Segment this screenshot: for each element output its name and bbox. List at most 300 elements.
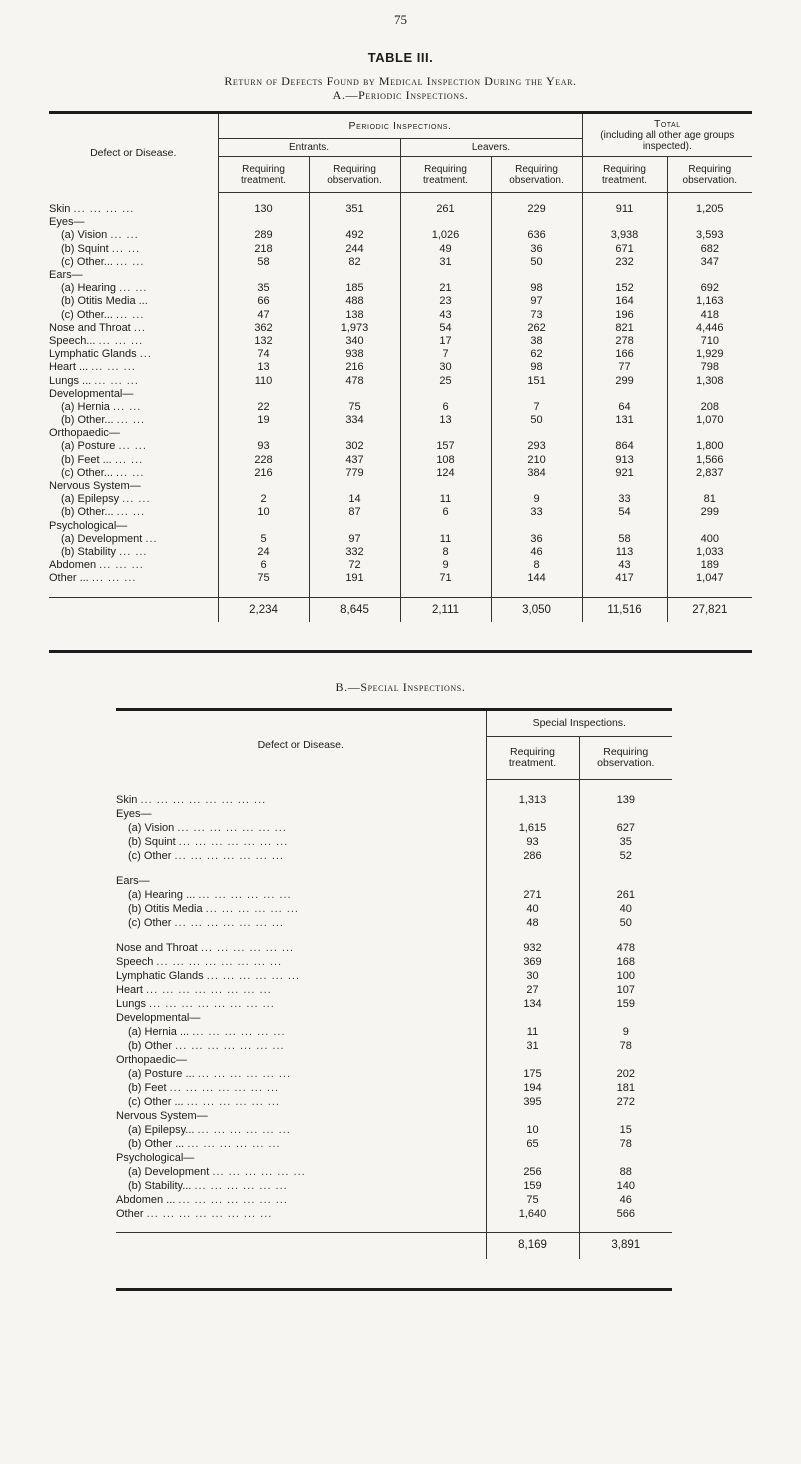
table-row [116,1208,672,1222]
row-label-text: Lungs [116,998,146,1011]
value-cell: 43 [582,559,667,572]
value-cell: 131 [582,414,667,427]
row-label [49,467,218,480]
leader-dots: ... ... ... ... ... ... ... [178,1194,288,1207]
row-label-text: Ears— [49,269,83,282]
special-inspections-table [116,711,672,1259]
value-cell: 110 [218,374,309,387]
value-cell [582,216,667,229]
row-label [49,216,218,229]
value-cell: 35 [579,836,672,850]
leader-dots: ... ... ... ... ... ... [197,1124,291,1137]
value-cell: 384 [491,467,582,480]
table-row [49,335,752,348]
value-cell: 1,313 [486,780,579,809]
leader-dots: ... ... [119,545,148,558]
value-cell: 710 [667,335,752,348]
value-cell: 181 [579,1082,672,1096]
value-cell: 1,308 [667,374,752,387]
value-cell: 256 [486,1166,579,1180]
leader-dots: ... ... [116,414,146,427]
table-row [49,401,752,414]
table-row [116,1012,672,1026]
leader-dots: ... ... ... ... ... ... ... ... [145,984,272,997]
row-label [116,1054,486,1068]
row-label-text: Lymphatic Glands [116,970,204,983]
value-cell: 81 [667,493,752,506]
row-label [49,348,218,361]
value-cell: 88 [579,1166,672,1180]
value-cell: 138 [309,309,400,322]
req-treatment-header: Requiring treatment. [400,157,491,193]
value-cell: 140 [579,1180,672,1194]
row-label-text: Other [116,1208,144,1221]
leader-dots: ... ... ... ... ... ... ... ... [146,1208,273,1221]
value-cell: 216 [218,467,309,480]
spacer-row [116,1222,672,1233]
value-cell: 113 [582,546,667,559]
table-row [116,942,672,956]
value-cell [491,427,582,440]
row-label [116,1026,486,1040]
value-cell: 261 [400,193,491,217]
value-cell: 492 [309,229,400,242]
value-cell: 124 [400,467,491,480]
table-row [49,269,752,282]
value-cell: 369 [486,956,579,970]
value-cell [400,427,491,440]
total-header-label: Total [653,117,681,130]
value-cell: 334 [309,414,400,427]
req-observation-header: Requiring observation. [579,737,672,780]
value-cell [309,427,400,440]
value-cell: 2 [218,493,309,506]
value-cell: 75 [486,1194,579,1208]
leader-dots: ... ... ... ... ... ... [197,1068,291,1081]
value-cell: 43 [400,309,491,322]
table-row [116,970,672,984]
row-label [116,1152,486,1166]
leader-dots: ... ... ... [91,361,136,374]
row-label-text: Abdomen ... [116,1194,176,1207]
value-cell: 478 [309,374,400,387]
value-cell: 682 [667,243,752,256]
table-row [49,506,752,519]
spacer-cell [116,1222,486,1233]
row-label-text: Nervous System— [49,480,141,493]
row-label [49,322,218,335]
row-label [49,361,218,374]
row-label-text: (a) Posture [61,440,116,453]
value-cell: 50 [491,256,582,269]
value-cell: 340 [309,335,400,348]
table-row [49,374,752,387]
value-cell: 272 [579,1096,672,1110]
row-label [116,822,486,836]
value-cell [582,269,667,282]
row-label [49,295,218,308]
value-cell: 33 [491,506,582,519]
row-label-text: Eyes— [49,216,85,229]
row-label [49,256,218,269]
value-cell: 164 [582,295,667,308]
row-label-text: (a) Posture ... [128,1068,195,1081]
value-cell: 278 [582,335,667,348]
value-cell: 208 [667,401,752,414]
value-cell: 1,026 [400,229,491,242]
row-label [116,836,486,850]
value-cell: 210 [491,454,582,467]
value-cell: 244 [309,243,400,256]
value-cell [218,480,309,493]
row-label-text: Lungs ... [49,374,92,387]
row-label [116,917,486,931]
table-row [49,295,752,308]
value-cell [491,520,582,533]
leader-dots: ... ... ... ... ... ... [186,1096,280,1109]
row-label-text: Speech [116,956,154,969]
row-label-text: (c) Other... [61,308,113,321]
row-label [49,193,218,217]
value-cell: 228 [218,454,309,467]
row-label-text: (c) Other [128,850,172,863]
value-cell: 52 [579,850,672,864]
leader-dots: ... ... ... ... ... ... ... ... [140,794,267,806]
row-label-text: (c) Other ... [128,1096,184,1109]
value-cell: 33 [582,493,667,506]
value-cell: 166 [582,348,667,361]
req-treatment-header: Requiring treatment. [218,157,309,193]
value-cell: 54 [582,506,667,519]
value-cell: 1,163 [667,295,752,308]
table-row [116,1180,672,1194]
table-row [49,520,752,533]
value-cell: 1,205 [667,193,752,217]
table-row [116,1166,672,1180]
row-label [49,572,218,585]
value-cell: 9 [491,493,582,506]
value-cell: 36 [491,243,582,256]
table-row [116,836,672,850]
value-cell: 299 [582,374,667,387]
value-cell: 218 [218,243,309,256]
defect-column-header: Defect or Disease. [90,146,177,159]
value-cell [486,808,579,822]
total-cell: 11,516 [582,598,667,623]
table-row [116,1124,672,1138]
leader-dots: ... ... ... ... ... ... ... [169,1082,280,1095]
table-row [116,1194,672,1208]
value-cell: 72 [309,559,400,572]
row-label-text: Eyes— [116,808,152,821]
value-cell [309,388,400,401]
row-label [49,282,218,295]
row-label [49,414,218,427]
value-cell: 58 [218,256,309,269]
req-treatment-header: Requiring treatment. [486,737,579,780]
leader-dots: ... ... ... ... ... ... ... [178,836,289,849]
value-cell: 157 [400,440,491,453]
table-row [116,1068,672,1082]
value-cell: 54 [400,322,491,335]
value-cell: 191 [309,572,400,585]
value-cell: 50 [491,414,582,427]
row-label-text: Orthopaedic— [49,427,120,440]
gap-row [116,864,672,875]
value-cell: 10 [486,1124,579,1138]
row-label-text: (a) Hearing [61,282,117,295]
table-row [49,348,752,361]
row-label [49,335,218,348]
value-cell: 65 [486,1138,579,1152]
row-label [116,1208,486,1222]
value-cell [667,480,752,493]
value-cell: 1,615 [486,822,579,836]
table-row [116,1082,672,1096]
row-label-text: Nose and Throat [49,321,131,334]
row-label-text: Skin [49,202,71,215]
table-row [49,480,752,493]
value-cell: 864 [582,440,667,453]
value-cell: 921 [582,467,667,480]
table-row [116,1040,672,1054]
leader-dots: ... ... ... ... ... ... [205,903,299,916]
leader-dots: ... ... [116,308,145,321]
row-label [116,1138,486,1152]
value-cell [491,269,582,282]
row-label [116,942,486,956]
row-label [116,903,486,917]
value-cell [486,1110,579,1124]
value-cell: 93 [218,440,309,453]
table-row [116,917,672,931]
value-cell [579,1012,672,1026]
gap-cell [579,864,672,875]
table-row [49,229,752,242]
value-cell: 4,446 [667,322,752,335]
gap-cell [486,864,579,875]
table-row [116,1110,672,1124]
value-cell [491,216,582,229]
value-cell: 351 [309,193,400,217]
row-label [49,269,218,282]
value-cell: 40 [486,903,579,917]
row-label [116,1110,486,1124]
value-cell: 14 [309,493,400,506]
entrants-header: Entrants. [218,139,400,157]
row-label [116,1012,486,1026]
table-row [49,322,752,335]
value-cell: 98 [491,282,582,295]
leader-dots: ... ... [118,440,147,453]
value-cell: 913 [582,454,667,467]
row-label-text: (b) Other... [61,506,114,519]
value-cell: 1,033 [667,546,752,559]
value-cell: 75 [309,401,400,414]
table-row [116,903,672,917]
value-cell [582,480,667,493]
row-label [116,1040,486,1054]
table-row [49,427,752,440]
table-row [49,193,752,217]
value-cell: 938 [309,348,400,361]
leader-dots: ... ... [110,229,139,242]
value-cell: 21 [400,282,491,295]
value-cell [582,427,667,440]
value-cell [667,427,752,440]
value-cell: 302 [309,440,400,453]
value-cell: 19 [218,414,309,427]
leader-dots: ... ... [112,400,142,413]
table-row [49,467,752,480]
leader-dots: ... ... ... ... ... ... ... ... [149,998,275,1011]
row-label [49,454,218,467]
row-label-text: Abdomen [49,559,97,572]
row-label [116,1124,486,1138]
value-cell: 293 [491,440,582,453]
row-label-text: (b) Feet [128,1082,167,1095]
value-cell: 7 [400,348,491,361]
row-label-text: Developmental— [116,1012,201,1025]
leader-dots: ... ... ... ... ... ... [187,1138,281,1151]
row-label-text: Speech... [49,334,96,347]
value-cell: 289 [218,229,309,242]
table-row [116,850,672,864]
value-cell: 271 [486,889,579,903]
value-cell: 202 [579,1068,672,1082]
value-cell: 692 [667,282,752,295]
row-label-text: (b) Otitis Media [128,903,203,916]
value-cell: 216 [309,361,400,374]
total-cell: 2,234 [218,598,309,623]
table-row [116,875,672,889]
value-cell: 395 [486,1096,579,1110]
row-label-text: Psychological— [49,519,128,532]
value-cell: 1,047 [667,572,752,585]
totals-label-cell [49,598,218,623]
table-row [49,572,752,585]
leader-dots: ... ... ... [91,572,137,585]
value-cell [400,388,491,401]
value-cell [582,520,667,533]
table-row [49,282,752,295]
value-cell: 50 [579,917,672,931]
value-cell: 48 [486,917,579,931]
leader-dots: ... ... [119,282,148,295]
value-cell: 196 [582,309,667,322]
table-row [49,533,752,546]
spacer-cell [486,1222,579,1233]
section-a-title: A.—Periodic Inspections. [332,88,469,102]
value-cell: 132 [218,335,309,348]
value-cell [486,1152,579,1166]
value-cell: 6 [218,559,309,572]
value-cell [486,1012,579,1026]
row-label-text: (a) Hearing ... [128,889,196,902]
value-cell: 11 [400,533,491,546]
row-label-text: (b) Other... [61,414,114,427]
table-row [49,309,752,322]
spacer-cell [491,585,582,598]
value-cell: 87 [309,506,400,519]
leader-dots: ... ... ... [98,334,144,347]
value-cell: 932 [486,942,579,956]
value-cell [579,808,672,822]
total-cell: 3,050 [491,598,582,623]
row-label [116,780,486,809]
row-label [49,309,218,322]
value-cell [400,520,491,533]
value-cell: 49 [400,243,491,256]
table-row [116,1054,672,1068]
req-observation-header: Requiring observation. [491,157,582,193]
periodic-inspections-header: Periodic Inspections. [218,114,582,139]
row-label [49,374,218,387]
value-cell [667,216,752,229]
value-cell [579,1152,672,1166]
leader-dots: ... ... [116,255,145,268]
value-cell: 8 [491,559,582,572]
value-cell: 418 [667,309,752,322]
row-label-text: (a) Hernia [61,400,110,413]
row-label [49,559,218,572]
value-cell: 7 [491,401,582,414]
row-label [116,984,486,998]
value-cell: 139 [579,780,672,809]
row-label-text: (b) Other ... [128,1138,185,1151]
value-cell: 1,566 [667,454,752,467]
totals-row [49,598,752,623]
row-label [116,808,486,822]
table-row [49,256,752,269]
value-cell: 36 [491,533,582,546]
table-row [49,559,752,572]
row-label [116,1194,486,1208]
value-cell: 64 [582,401,667,414]
leader-dots: ... ... [111,242,141,255]
value-cell [491,480,582,493]
value-cell: 98 [491,361,582,374]
leader-dots: ... ... [116,466,145,479]
value-cell: 31 [400,256,491,269]
row-label-text: (c) Other [128,917,172,930]
spacer-cell [49,585,218,598]
value-cell [579,1110,672,1124]
value-cell: 11 [400,493,491,506]
value-cell: 229 [491,193,582,217]
value-cell: 9 [579,1026,672,1040]
row-label-text: Nervous System— [116,1110,208,1123]
total-cell: 2,111 [400,598,491,623]
row-label [49,243,218,256]
total-cell: 8,645 [309,598,400,623]
leader-dots: ... ... ... ... ... ... ... [174,917,284,930]
value-cell [491,388,582,401]
value-cell: 779 [309,467,400,480]
row-label [116,970,486,984]
value-cell: 58 [582,533,667,546]
leader-dots: ... ... ... ... [73,202,135,215]
row-label [49,480,218,493]
value-cell: 25 [400,374,491,387]
value-cell [486,1054,579,1068]
table-row [116,1152,672,1166]
value-cell: 1,973 [309,322,400,335]
row-label [116,889,486,903]
value-cell: 189 [667,559,752,572]
table-b-bottom-rule [116,1288,672,1291]
value-cell: 911 [582,193,667,217]
